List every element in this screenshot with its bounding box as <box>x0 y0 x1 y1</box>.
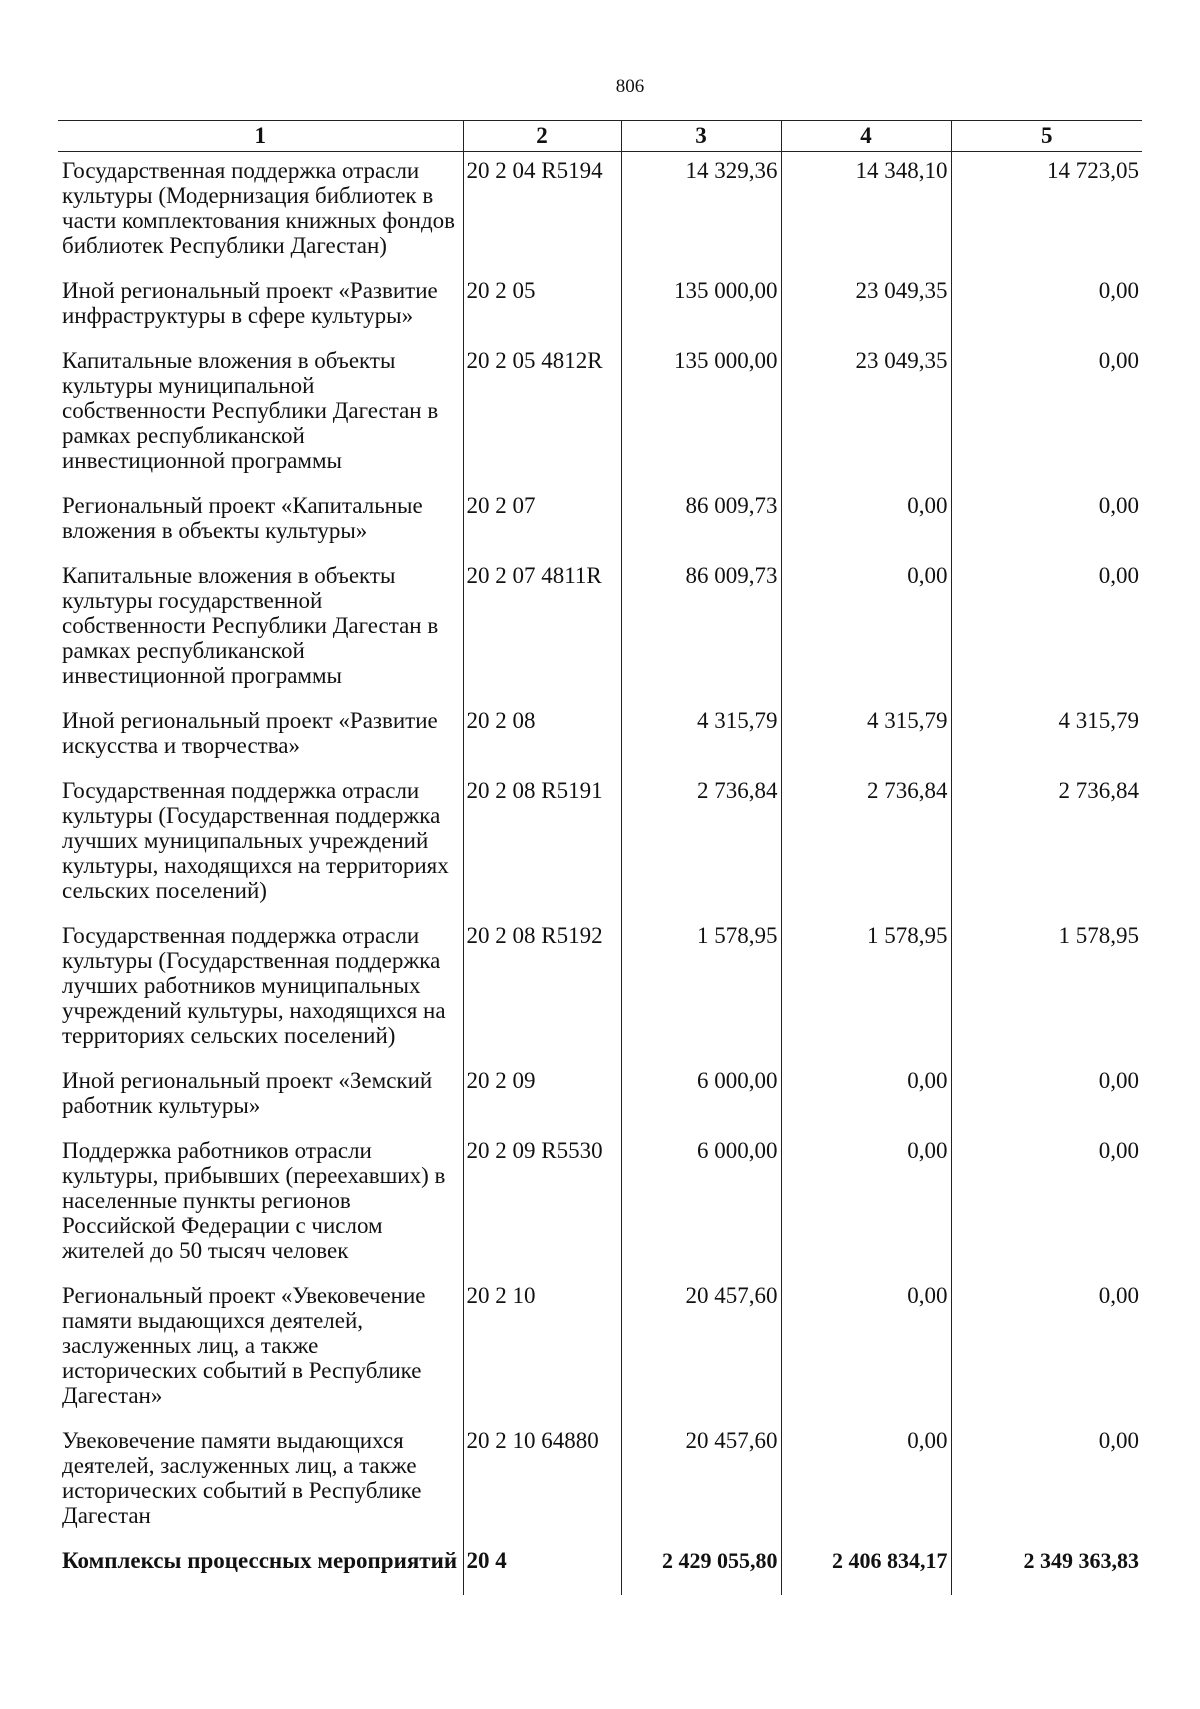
row-value-3: 6 000,00 <box>621 1132 781 1277</box>
row-value-3: 86 009,73 <box>621 487 781 557</box>
row-value-3: 14 329,36 <box>621 152 781 273</box>
row-value-3: 20 457,60 <box>621 1277 781 1422</box>
row-value-3: 135 000,00 <box>621 342 781 487</box>
row-value-4: 0,00 <box>781 1132 951 1277</box>
row-value-4: 0,00 <box>781 1422 951 1542</box>
row-name: Иной региональный проект «Развитие инфраструктуры в сфере культуры» <box>62 278 438 328</box>
row-value-5: 0,00 <box>951 272 1142 342</box>
row-value-5: 4 315,79 <box>951 702 1142 772</box>
row-code: 20 2 07 <box>463 487 621 557</box>
row-value-5: 0,00 <box>951 1132 1142 1277</box>
row-value-3: 86 009,73 <box>621 557 781 702</box>
row-name: Государственная поддержка отрасли культуры (Модернизация библиотек в части комплектования книжных фондов библиотек Республики Дагестан) <box>62 158 456 258</box>
table-row <box>58 1132 1142 1277</box>
row-code: 20 2 08 <box>463 702 621 772</box>
row-value-4: 0,00 <box>781 1277 951 1422</box>
row-value-4: 0,00 <box>781 557 951 702</box>
column-header-4: 4 <box>781 121 951 152</box>
row-name: Комплексы процессных мероприятий <box>62 1548 458 1573</box>
row-name: Иной региональный проект «Земский работник культуры» <box>62 1068 433 1118</box>
page-number: 806 <box>615 76 645 97</box>
table-row-total <box>58 1542 1142 1595</box>
table-row <box>58 1422 1142 1542</box>
row-name: Государственная поддержка отрасли культуры (Государственная поддержка лучших муниципальных учреждений культуры, находящихся на территориях сельских поселений) <box>62 778 449 903</box>
row-name: Увековечение памяти выдающихся деятелей, заслуженных лиц, а также исторических событий в Республике Дагестан <box>62 1428 422 1528</box>
header-row <box>58 121 1142 152</box>
row-value-4: 2 736,84 <box>781 772 951 917</box>
row-name: Капитальные вложения в объекты культуры муниципальной собственности Республики Дагестан в рамках республиканской инвестиционной программы <box>62 348 439 473</box>
row-value-5: 0,00 <box>951 487 1142 557</box>
row-value-4: 0,00 <box>781 487 951 557</box>
row-value-5: 0,00 <box>951 1422 1142 1542</box>
row-value-3: 4 315,79 <box>621 702 781 772</box>
table-row <box>58 152 1142 273</box>
row-value-4: 2 406 834,17 <box>781 1542 951 1595</box>
row-name: Государственная поддержка отрасли культуры (Государственная поддержка лучших работников муниципальных учреждений культуры, находящихся на территориях сельских поселений) <box>62 923 446 1048</box>
row-code: 20 2 10 <box>463 1277 621 1422</box>
row-name: Региональный проект «Капитальные вложения в объекты культуры» <box>62 493 423 543</box>
row-value-3: 2 429 055,80 <box>621 1542 781 1595</box>
row-code: 20 2 08 R5191 <box>463 772 621 917</box>
column-header-3: 3 <box>621 121 781 152</box>
budget-table <box>58 120 1142 1595</box>
row-code: 20 2 09 <box>463 1062 621 1132</box>
row-value-5: 0,00 <box>951 342 1142 487</box>
table-row <box>58 917 1142 1062</box>
row-value-4: 1 578,95 <box>781 917 951 1062</box>
row-code: 20 2 05 4812R <box>463 342 621 487</box>
table-row <box>58 1277 1142 1422</box>
row-value-5: 14 723,05 <box>951 152 1142 273</box>
row-value-5: 0,00 <box>951 557 1142 702</box>
row-code: 20 4 <box>463 1542 621 1595</box>
table-row <box>58 272 1142 342</box>
row-name: Поддержка работников отрасли культуры, прибывших (переехавших) в населенные пункты регионов Российской Федерации с числом жителей до 50 тысяч человек <box>62 1138 446 1263</box>
row-code: 20 2 08 R5192 <box>463 917 621 1062</box>
row-name: Региональный проект «Увековечение памяти выдающихся деятелей, заслуженных лиц, а также исторических событий в Республике Дагестан» <box>62 1283 426 1408</box>
row-value-5: 0,00 <box>951 1277 1142 1422</box>
row-value-5: 2 736,84 <box>951 772 1142 917</box>
row-value-4: 0,00 <box>781 1062 951 1132</box>
row-value-4: 23 049,35 <box>781 342 951 487</box>
row-name: Капитальные вложения в объекты культуры государственной собственности Республики Дагестан в рамках республиканской инвестиционной программы <box>62 563 439 688</box>
row-value-4: 14 348,10 <box>781 152 951 273</box>
row-value-4: 4 315,79 <box>781 702 951 772</box>
row-value-3: 2 736,84 <box>621 772 781 917</box>
row-code: 20 2 10 64880 <box>463 1422 621 1542</box>
table-row <box>58 342 1142 487</box>
row-code: 20 2 07 4811R <box>463 557 621 702</box>
row-value-5: 2 349 363,83 <box>951 1542 1142 1595</box>
table-row <box>58 772 1142 917</box>
row-code: 20 2 05 <box>463 272 621 342</box>
column-header-1: 1 <box>58 121 463 152</box>
table-row <box>58 487 1142 557</box>
column-header-5: 5 <box>951 121 1142 152</box>
table-row <box>58 702 1142 772</box>
column-header-2: 2 <box>463 121 621 152</box>
row-value-5: 1 578,95 <box>951 917 1142 1062</box>
row-value-3: 135 000,00 <box>621 272 781 342</box>
row-name: Иной региональный проект «Развитие искусства и творчества» <box>62 708 438 758</box>
row-value-3: 20 457,60 <box>621 1422 781 1542</box>
row-value-3: 6 000,00 <box>621 1062 781 1132</box>
table-row <box>58 1062 1142 1132</box>
row-value-3: 1 578,95 <box>621 917 781 1062</box>
row-value-5: 0,00 <box>951 1062 1142 1132</box>
row-value-4: 23 049,35 <box>781 272 951 342</box>
table-row <box>58 557 1142 702</box>
row-code: 20 2 09 R5530 <box>463 1132 621 1277</box>
row-code: 20 2 04 R5194 <box>463 152 621 273</box>
